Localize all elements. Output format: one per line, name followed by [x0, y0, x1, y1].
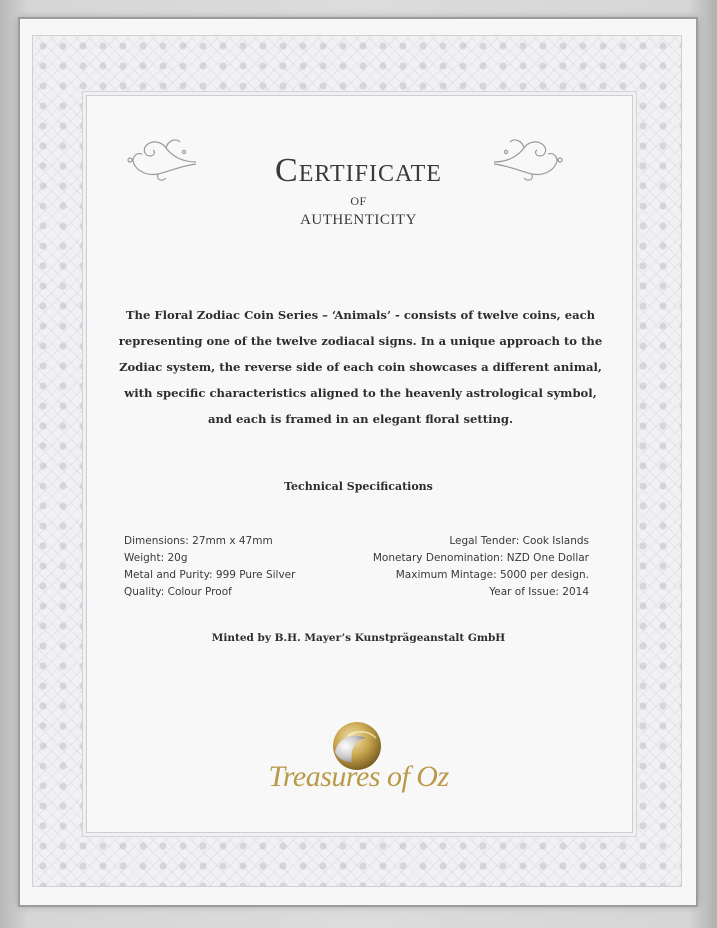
minted-by: Minted by B.H. Mayer’s Kunstprägeanstalt GmbH [211, 632, 506, 644]
spec-denomination: Monetary Denomination: NZD One Dollar [372, 552, 589, 564]
spec-legal-tender: Legal Tender: Cook Islands [449, 535, 589, 547]
series-description: The Floral Zodiac Coin Series – ‘Animals’ - consists of twelve coins, each representing one of the twelve zodiacal signs. In a unique approach to the Zodiac system, the reverse side of each coin showcases a different animal, with specific characteristics aligned to the heavenly astrological symbol, and each is framed in an elegant floral setting. [118, 308, 603, 426]
spec-year-of-issue: Year of Issue: 2014 [489, 586, 589, 598]
spec-quality: Quality: Colour Proof [124, 586, 232, 598]
spec-mintage: Maximum Mintage: 5000 per design. [395, 569, 589, 581]
spec-dimensions: Dimensions: 27mm x 47mm [124, 535, 273, 547]
certificate-of: OF [350, 194, 367, 208]
spec-weight: Weight: 20g [124, 552, 188, 564]
certificate-title: Certificate [275, 152, 442, 189]
specs-right-column [330, 533, 589, 601]
certificate-subtitle: AUTHENTICITY [300, 212, 417, 228]
spec-metal-purity: Metal and Purity: 999 Pure Silver [124, 569, 296, 581]
treasures-of-oz-wordmark: Treasures of Oz [268, 760, 449, 793]
spec-heading: Technical Specifications [284, 480, 433, 493]
